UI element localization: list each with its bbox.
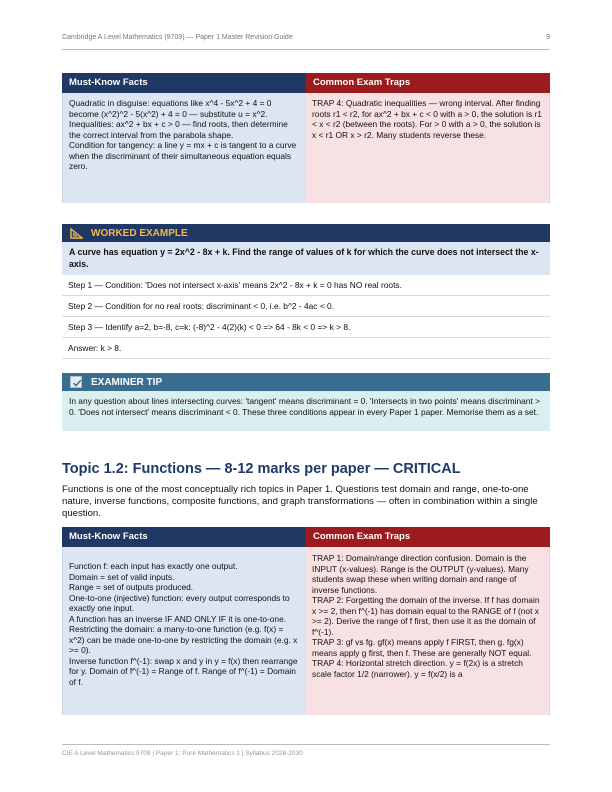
worked-example-question: A curve has equation y = 2x^2 - 8x + k. Find the range of values of k for which the curve does not intersect the x-axis. [62, 242, 550, 275]
page-number: 9 [546, 34, 550, 41]
topic-intro: Functions is one of the most conceptually rich topics in Paper 1. Questions test domain and range, one-to-one nature, inverse functions, composite functions, and graph transformations — often in combination within a single question. [62, 484, 538, 519]
set-square-icon [70, 228, 83, 239]
fact-item: Inverse function f^(-1): swap x and y in y = f(x) then rearrange for y. Domain of f^(-1) = Range of f. Range of f^(-1) = Domain of f. [69, 655, 298, 687]
trap-item: TRAP 3: gf vs fg. gf(x) means apply f FIRST, then g. fg(x) means apply g first, then f. These are generally NOT equal. [312, 637, 532, 658]
examiner-tip-label: EXAMINER TIP [91, 376, 163, 388]
worked-example-step: Step 1 — Condition: 'Does not intersect x-axis' means 2x^2 - 8x + k = 0 has NO real roots. [62, 275, 550, 296]
worked-example-step: Step 2 — Condition for no real roots: discriminant < 0, i.e. b^2 - 4ac < 0. [62, 296, 550, 317]
page-header [62, 34, 550, 46]
examiner-tip-header [62, 373, 550, 391]
worked-example-answer: Answer: k > 8. [62, 338, 550, 359]
worked-example-step: Step 3 — Identify a=2, b=-8, c=k: (-8)^2 - 4(2)(k) < 0 => 64 - 8k < 0 => k > 8. [62, 317, 550, 338]
must-know-facts-heading: Must-Know Facts [62, 527, 306, 547]
must-know-facts-body [62, 93, 306, 203]
check-box-icon [70, 376, 82, 388]
common-exam-traps-body [306, 547, 550, 715]
fact-item: Quadratic in disguise: equations like x^4 - 5x^2 + 4 = 0 become (x^2)^2 - 5(x^2) + 4 = 0 — substitute u = x^2. [69, 98, 272, 119]
trap-item: TRAP 4: Quadratic inequalities — wrong interval. After finding roots r1 < r2, for ax^2 + bx + c < 0 with a > 0, the solution is r1 < x < r2 (between the roots). For > 0 with a > 0, the solution is x < r1 OR x > r2. Many students reverse these. [312, 98, 542, 140]
footer-divider [62, 744, 550, 745]
trap-item: TRAP 2: Forgetting the domain of the inverse. If f has domain x >= 2, then f^(-1) has domain equal to the RANGE of f (not x >= 2). Derive the range of f first, then use it as the domain of f^(-1). [312, 595, 540, 637]
fact-item: Inequalities: ax^2 + bx + c > 0 — find roots, then determine the correct interval from the parabola shape. [69, 119, 288, 140]
trap-item: TRAP 1: Domain/range direction confusion. Domain is the INPUT (x-values). Range is the OUTPUT (y-values). Many students swap these when writing domain and range of inverse functions. [312, 553, 529, 595]
fact-item: Range = set of outputs produced. [69, 582, 194, 592]
page-footer: CIE A Level Mathematics 9709 | Paper 1: Pure Mathematics 1 | Syllabus 2028-2030 [62, 750, 303, 757]
common-exam-traps-body [306, 93, 550, 203]
common-exam-traps-column [306, 73, 550, 203]
fact-item: Function f: each input has exactly one output. [69, 561, 238, 571]
must-know-facts-body [62, 547, 306, 715]
examiner-tip-body: In any question about lines intersecting curves: 'tangent' means discriminant = 0. 'Intersects in two points' means discriminant > 0. 'Does not intersect' means discriminant < 0. These three conditions appear in every Paper 1 paper. Memorise them as a set. [62, 391, 550, 431]
header-divider [62, 49, 550, 50]
common-exam-traps-heading: Common Exam Traps [306, 73, 550, 93]
fact-item: Domain = set of valid inputs. [69, 571, 175, 582]
common-exam-traps-column [306, 527, 550, 715]
must-know-facts-column [62, 73, 306, 203]
fact-item: A function has an inverse IF AND ONLY IF it is one-to-one. [69, 613, 287, 624]
fact-item: One-to-one (injective) function: every output corresponds to exactly one input. [69, 592, 290, 613]
header-title: Cambridge A Level Mathematics (9709) — Paper 1 Master Revision Guide [62, 34, 293, 41]
fact-item: Condition for tangency: a line y = mx + c is tangent to a curve when the discriminant of their simultaneous equation equals zero. [69, 140, 297, 171]
must-know-facts-column [62, 527, 306, 715]
trap-item: TRAP 4: Horizontal stretch direction. y = f(2x) is a stretch scale factor 1/2 (narrower). y = f(x/2) is a [312, 658, 523, 679]
topic-title: Topic 1.2: Functions — 8-12 marks per paper — CRITICAL [62, 461, 461, 477]
worked-example-label: WORKED EXAMPLE [91, 227, 188, 239]
facts-traps-table-1 [62, 73, 550, 203]
must-know-facts-heading: Must-Know Facts [62, 73, 306, 93]
facts-traps-table-2 [62, 527, 550, 715]
fact-item: Restricting the domain: a many-to-one function (e.g. f(x) = x^2) can be made one-to-one by restricting the domain (e.g. x >= 0). [69, 624, 298, 655]
worked-example-header [62, 224, 550, 242]
common-exam-traps-heading: Common Exam Traps [306, 527, 550, 547]
